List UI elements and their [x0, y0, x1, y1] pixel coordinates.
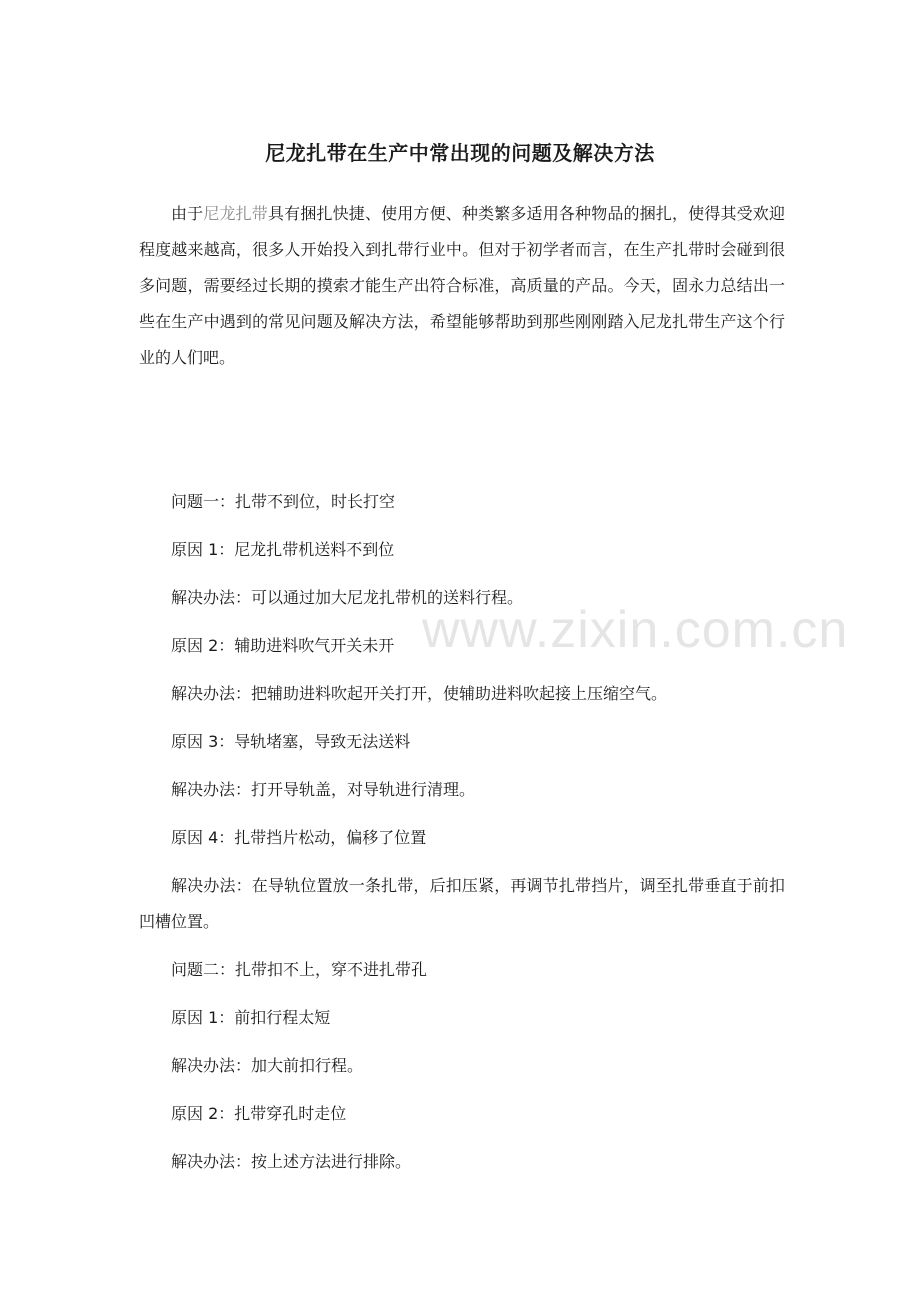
list-item: 解决办法：可以通过加大尼龙扎带机的送料行程。 — [171, 588, 524, 607]
intro-body: 具有捆扎快捷、使用方便、种类繁多适用各种物品的捆扎，使得其受欢迎程度越来越高，很多人开始投入到扎带行业中。但对于初学者而言，在生产扎带时会碰到很多问题，需要经过长期的摸索才能生产出符合标准，高质量的产品。今天，固永力总结出一些在生产中遇到的常见问题及解决方法，希望能够帮助到那些刚刚踏入尼龙扎带生产这个行业的人们吧。 — [139, 204, 785, 367]
list-item: 解决办法：按上述方法进行排除。 — [171, 1152, 412, 1171]
intro-prefix: 由于 — [171, 204, 204, 223]
list-item: 问题二：扎带扣不上，穿不进扎带孔 — [171, 960, 428, 979]
list-item: 原因 2：扎带穿孔时走位 — [171, 1104, 347, 1123]
intro-paragraph — [139, 196, 785, 376]
list-item: 原因 4：扎带挡片松动，偏移了位置 — [171, 828, 427, 847]
list-item: 解决办法：打开导轨盖，对导轨进行清理。 — [171, 780, 476, 799]
watermark: www.zixin.com.cn — [422, 601, 849, 659]
list-item: 原因 1：前扣行程太短 — [171, 1008, 331, 1027]
list-item: 解决办法：把辅助进料吹起开关打开，使辅助进料吹起接上压缩空气。 — [171, 684, 668, 703]
list-item: 原因 3：导轨堵塞，导致无法送料 — [171, 732, 411, 751]
list-item: 原因 1：尼龙扎带机送料不到位 — [171, 540, 395, 559]
list-item: 解决办法：在导轨位置放一条扎带，后扣压紧，再调节扎带挡片，调至扎带垂直于前扣凹槽位置。 — [139, 876, 785, 931]
list-item: 原因 2：辅助进料吹气开关未开 — [171, 636, 395, 655]
list-item: 解决办法：加大前扣行程。 — [171, 1056, 364, 1075]
document-title: 尼龙扎带在生产中常出现的问题及解决方法 — [265, 141, 655, 165]
list-item: 问题一：扎带不到位，时长打空 — [171, 492, 396, 511]
problem-solution-list — [139, 484, 785, 1192]
intro-link-nylon-tie[interactable]: 尼龙扎带 — [203, 204, 268, 223]
